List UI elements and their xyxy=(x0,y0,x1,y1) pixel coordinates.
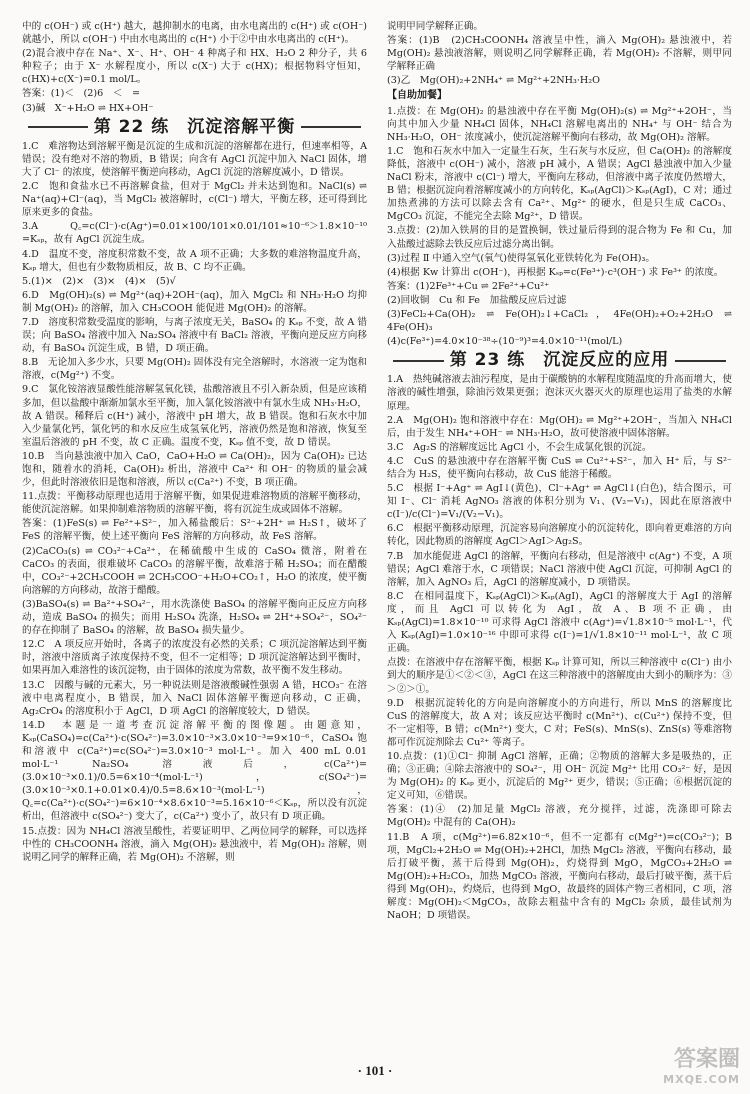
addon-item: (3)过程 Ⅱ 中通入空气(氧气)使得氢氧化亚铁转化为 Fe(OH)₃。 xyxy=(387,252,655,264)
s23-item: 7.B 加水能促进 AgCl 的溶解，平衡向右移动，但是溶液中 c(Ag⁺) 不变，A 项错误；AgCl 难溶于水，C 项错误；NaCl 溶液中使 AgCl 沉淀，可抑制 AgCl 的溶解，加入 AgNO₃ 后，AgCl 的溶解度减小，D 项错误。 xyxy=(387,550,732,588)
s22-item: 6.D Mg(OH)₂(s) ⇌ Mg²⁺(aq)+2OH⁻(aq)，加入 MgCl₂ 和 NH₃·H₂O 均抑制 Mg(OH)₂ 的溶解，加入 CH₃COOH 能促进 Mg(OH)₂ 的溶解。 xyxy=(22,289,367,314)
s23-item: 11.B A 项，c(Mg²⁺)=6.82×10⁻⁶，但不一定都有 c(Mg²⁺)=c(CO₃²⁻)；B 项，MgCl₂+2H₂O ⇌ Mg(OH)₂+2HCl，加热 MgCl₂ 溶液，平衡向右移动，最后打破平衡，蒸干后得到 Mg(OH)₂，灼烧得到 MgO，MgCO₃+2H₂O ⇌ Mg(OH)₂+H₂CO₃，加热 MgCO₃ 溶液，平衡向右移动，最后打破平衡，蒸干后得到 Mg(OH)₂，灼烧后，也得到 MgO，故最终的固体产物三者相同，C 项，溶解度：Mg(OH)₂＜MgCO₃，故除去粗盐中含有的 MgCl₂ 杂质，最佳试剂为 NaOH；D 项错误。 xyxy=(387,831,732,922)
page-number: · 101 · xyxy=(357,1063,393,1078)
s22-item: 12.C A 项反应开始时，各离子的浓度没有必然的关系；C 项沉淀溶解达到平衡时，溶液中溶质离子浓度保持不变，但不一定相等；D 项沉淀溶解达到平衡时，如果再加入难溶性的该沉淀物，由于固体的浓度为常数，故平衡不发生移动。 xyxy=(22,639,367,677)
s23-item: 答案：(1)④ (2)加足量 MgCl₂ 溶液，充分搅拌，过滤，洗涤即可除去 Mg(OH)₂ 中混有的 Ca(OH)₂ xyxy=(387,804,732,829)
s22-item: (3)BaSO₄(s) ⇌ Ba²⁺+SO₄²⁻，用水洗涤使 BaSO₄ 的溶解平衡向正反应方向移动，造成 BaSO₄ 的损失；而用 H₂SO₄ 洗涤，H₂SO₄ ⇌ 2H⁺+SO₄²⁻，SO₄²⁻ 的存在抑制了 BaSO₄ 的溶解，故 BaSO₄ 损失量少。 xyxy=(22,598,367,637)
s22-item: 10.B 当向悬浊液中加入 CaO，CaO+H₂O ⇌ Ca(OH)₂，因为 Ca(OH)₂ 已达饱和，随着水的消耗，Ca(OH)₂ 析出，溶液中 Ca²⁺ 和 OH⁻ 的物质的量会减少，但此时溶液依旧是饱和溶液，所以 c(Ca²⁺) 不变，B 项正确。 xyxy=(22,450,367,489)
s23-item: 5.C 根据 I⁻+Ag⁺ ⇌ AgI↓(黄色)，Cl⁻+Ag⁺ ⇌ AgCl↓(白色)，结合图示，可知 I⁻、Cl⁻ 消耗 AgNO₃ 溶液的体积分别为 V₁、(V₂−V₁)，因此在原溶液中 c(I⁻)/c(Cl⁻)=V₁/(V₂−V₁)。 xyxy=(387,483,732,521)
s23-item: 9.D 根据沉淀转化的方向是向溶解度小的方向进行，所以 MnS 的溶解度比 CuS 的溶解度大，故 A 对；该反应达平衡时 c(Mn²⁺)、c(Cu²⁺) 保持不变，但不一定相等，B 错；c(Mn²⁺) 变大，C 对；FeS(s)、MnS(s)、ZnS(s) 等难溶物都可作沉淀剂除去 Cu²⁺ 等离子。 xyxy=(387,697,732,748)
section-22-title: 第 22 练 沉淀溶解平衡 xyxy=(93,116,296,137)
section-22-header xyxy=(22,116,367,137)
s22-item: 5.(1)× (2)× (3)× (4)× (5)√ xyxy=(22,275,176,287)
s22-item: 8.B 无论加入多少水，只要 Mg(OH)₂ 固体没有完全溶解时，水溶液一定为饱和溶液，c(Mg²⁺) 不变。 xyxy=(22,357,367,382)
right-intro-equation: (3)乙 Mg(OH)₂+2NH₄⁺ ⇌ Mg²⁺+2NH₃·H₂O xyxy=(387,75,601,87)
left-intro-2: (2)混合液中存在 Na⁺、X⁻、H⁺、OH⁻ 4 种离子和 HX、H₂O 2 种分子，共 6 种粒子；由于 X⁻ 水解程度小，所以 c(X⁻) 大于 c(HX)；根据物料守恒知，c(HX)+c(X⁻)=0.1 mol/L。 xyxy=(22,48,367,86)
s22-item: 答案：(1)FeS(s) ⇌ Fe²⁺+S²⁻，加入稀盐酸后：S²⁻+2H⁺ ⇌ H₂S↑，破坏了 FeS 的溶解平衡，使上述平衡向 FeS 溶解的方向移动，故 FeS 溶解。 xyxy=(22,518,367,543)
right-intro-1: 说明甲同学解释正确。 xyxy=(387,21,483,32)
s23-item: 6.C 根据平衡移动原理，沉淀容易向溶解度小的沉淀转化，即向着更难溶的方向转化，因此物质的溶解度 AgCl＞AgI＞Ag₂S。 xyxy=(387,523,732,548)
s22-item: 1.C 难溶物达到溶解平衡是沉淀的生成和沉淀的溶解都在进行，但速率相等，A 错误；没有绝对不溶的物质，B 错误；向含有 AgCl 沉淀中加入 NaCl 固体，增大了 Cl⁻ 的浓度，使溶解平衡逆向移动，AgCl 沉淀的溶解度减小，D 错误。 xyxy=(22,140,367,178)
right-column xyxy=(387,20,732,923)
s22-item: 3.A Q꜀=c(Cl⁻)·c(Ag⁺)=0.01×100/101×0.01/101≈10⁻⁶＞1.8×10⁻¹⁰ =Kₛₚ，故有 AgCl 沉淀生成。 xyxy=(22,221,367,246)
watermark-logo-text: 答案圈 xyxy=(673,1047,740,1072)
header-rule-right xyxy=(675,360,726,362)
s22-item: 2.C 饱和食盐水已不再溶解食盐，但对于 MgCl₂ 并未达到饱和。NaCl(s) ⇌ Na⁺(aq)+Cl⁻(aq)，当 MgCl₂ 被溶解时，c(Cl⁻) 增大，平衡左移，还可得到比原来更多的食盐。 xyxy=(22,181,367,219)
right-intro-answer: 答案：(1)B (2)CH₃COONH₄ 溶液呈中性，滴入 Mg(OH)₂ 悬浊液中，若 Mg(OH)₂ 悬浊液溶解，则说明乙同学解释正确，若 Mg(OH)₂ 不溶解，则甲同学解释正确 xyxy=(387,35,732,73)
s23-item: 2.A Mg(OH)₂ 饱和溶液中存在：Mg(OH)₂ ⇌ Mg²⁺+2OH⁻，当加入 NH₄Cl 后，由于发生 NH₄⁺+OH⁻ ⇌ NH₃·H₂O，故可使溶液中固体溶解。 xyxy=(387,414,732,439)
s22-item: 11.点拨：平衡移动原理也适用于溶解平衡，如果促进难溶物质的溶解平衡移动，能使沉淀溶解。如果抑制难溶物质的溶解平衡，将有沉淀生成或固体不溶解。 xyxy=(22,491,367,516)
document-page xyxy=(22,20,732,1060)
s23-item: 8.C 在相同温度下，Kₛₚ(AgCl)＞Kₛₚ(AgI)，AgCl 的溶解度大于 AgI 的溶解度，而且 AgCl 可以转化为 AgI，故 A、B 项不正确，由 Kₛₚ(AgCl)=1.8×10⁻¹⁰ 可求得 AgCl 溶液中 c(Ag⁺)=√1.8×10⁻⁵ mol·L⁻¹，代入 Kₛₚ(AgI)=1.0×10⁻¹⁶ 中即可求得 c(I⁻)=1/√1.8×10⁻¹¹ mol·L⁻¹，故 C 项正确。 xyxy=(387,590,732,655)
addon-item: (4)根据 Kw 计算出 c(OH⁻)，再根据 Kₛₚ=c(Fe³⁺)·c³(OH⁻) 求 Fe³⁺ 的浓度。 xyxy=(387,266,724,278)
site-watermark xyxy=(620,1042,740,1088)
left-intro-answer: 答案：(1)＜ (2)6 ＜ = xyxy=(22,88,141,100)
addon-item: (4)c(Fe³⁺)=4.0×10⁻³⁸÷(10⁻⁹)³=4.0×10⁻¹¹(mol/L) xyxy=(387,336,623,348)
s22-item: 9.C 氯化铵溶液显酸性能溶解氢氧化镁，盐酸溶液且不引入新杂质，但是应该稍多加，但以盐酸中渐渐加氯水至平衡，加入氯化铵溶液中有氯水生成 NH₃·H₂O，故 A 错误。稀释后 c(H⁺) 减小，溶液中 pH 增大，故 B 错误。饱和石灰水中加入少量氯化钙，氯化钙的和水反应生成氢氧化钙，溶液仍然是饱和溶液，恢复至室温后溶液的 pH 不变，故 C 正确。温度不变，Kₛₚ 值不变，故 D 错误。 xyxy=(22,384,367,448)
header-rule-left xyxy=(28,126,88,128)
s22-item: 7.D 溶度积常数受温度的影响，与离子浓度无关，BaSO₄ 的 Kₛₚ 不变，故 A 错误；向 BaSO₄ 溶液中加入 Na₂SO₄ 溶液中有 BaCl₂ 溶液，平衡向逆反应方向移动，有 BaSO₄ 沉淀生成，B 错，D 项正确。 xyxy=(22,316,367,355)
s22-item: (2)CaCO₃(s) ⇌ CO₃²⁻+Ca²⁺，在稀硫酸中生成的 CaSO₄ 微溶，附着在 CaCO₃ 的表面，很难破坏 CaCO₃ 的溶解平衡，故难溶于稀 H₂SO₄；而在醋酸中，CO₃²⁻+2CH₃COOH ⇌ 2CH₃COO⁻+H₂O+CO₂↑，H₂O 的浓度，使平衡向溶解的方向移动，故溶于醋酸。 xyxy=(22,545,367,596)
header-rule-right xyxy=(301,126,361,128)
s22-item: 4.D 温度不变，溶度积常数不变，故 A 项不正确；大多数的难溶物温度升高，Kₛₚ 增大，但也有少数物质相反，故 B、C 均不正确。 xyxy=(22,248,367,273)
s23-item: 点拨：在溶液中存在溶解平衡，根据 Kₛₚ 计算可知，所以三种溶液中 c(Cl⁻) 由小到大的顺序是①＜②＜③，AgCl 在这三种溶液中的溶解度由大到小的顺序为：③＞②＞①。 xyxy=(387,657,732,695)
s22-item: 13.C 因酸与碱的元素大，另一种说法则是溶液酸碱性强弱 A 错，HCO₃⁻ 在溶液中电离程度小，B 错误，加入 NaCl 固体溶解平衡逆向移动，C 正确，Ag₂CrO₄ 的溶度积小于 AgCl，D 项 AgCl 的溶解度较大，D 错误。 xyxy=(22,679,367,717)
s23-item: 3.C Ag₂S 的溶解度远比 AgCl 小，不会生成氯化银的沉淀。 xyxy=(387,441,652,453)
left-intro-equation: (3)碱 X⁻+H₂O ⇌ HX+OH⁻ xyxy=(22,102,154,114)
addon-item: 1.点拨：在 Mg(OH)₂ 的悬浊液中存在平衡 Mg(OH)₂(s) ⇌ Mg²⁺+2OH⁻，当向其中加入少量 NH₄Cl 固体，NH₄Cl 溶解电离出的 NH₄⁺ 与 OH⁻ 结合为 NH₃·H₂O，OH⁻ 浓度减小，使沉淀溶解平衡向右移动，故 Mg(OH)₂ 溶解。 xyxy=(387,105,732,143)
addon-item: (2)回收铜 Cu 和 Fe 加盐酸反应后过滤 xyxy=(387,294,567,306)
section-23-header xyxy=(387,350,732,371)
addon-item: 3.点拨：(2)加入铁屑的目的是置换铜，铁过量后得到的混合物为 Fe 和 Cu，加入盐酸过滤除去铁反应后过滤分离出铜。 xyxy=(387,225,732,250)
s23-item: 4.C CuS 的悬浊液中存在溶解平衡 CuS ⇌ Cu²⁺+S²⁻，加入 H⁺ 后，与 S²⁻ 结合为 H₂S，使平衡向右移动，故 CuS 能溶于稀酸。 xyxy=(387,455,732,480)
left-column xyxy=(22,20,367,865)
addon-title: 【自助加餐】 xyxy=(387,90,447,102)
s23-item: 10.点拨：(1)①Cl⁻ 抑制 AgCl 溶解，正确；②物质的溶解大多是吸热的，正确；③正确；④除去溶液中的 SO₄²⁻，用 OH⁻ 沉淀 Mg²⁺ 比用 CO₃²⁻ 好，是因为 Mg(OH)₂ 的 Kₛₚ 更小，沉淀后的 Mg²⁺ 更少，错误；⑤正确；⑥根据沉淀的定义可知，⑥错误。 xyxy=(387,750,732,802)
s22-item: 14.D 本题是一道考查沉淀溶解平衡的图像题。由题意知，Kₛₚ(CaSO₄)=c(Ca²⁺)·c(SO₄²⁻)=3.0×10⁻³×3.0×10⁻³=9×10⁻⁶，CaSO₄ 饱和溶液中 c(Ca²⁺)=c(SO₄²⁻)=3.0×10⁻³ mol·L⁻¹。加入 400 mL 0.01 mol·L⁻¹ Na₂SO₄ 溶液后，c(Ca²⁺)=(3.0×10⁻³×0.1)/0.5=6×10⁻⁴(mol·L⁻¹)，c(SO₄²⁻)=(3.0×10⁻³×0.1+0.01×0.4)/0.5=8.6×10⁻³(mol·L⁻¹)，Q꜀=c(Ca²⁺)·c(SO₄²⁻)=6×10⁻⁴×8.6×10⁻³=5.16×10⁻⁶＜Kₛₚ，所以没有沉淀析出，但溶液中 c(SO₄²⁻) 变大了，c(Ca²⁺) 变小了，故只有 D 项正确。 xyxy=(22,719,367,823)
s23-item: 1.A 热纯碱溶液去油污程度，是由于碳酸钠的水解程度随温度的升高而增大，使溶液的碱性增强，除油污效果更强；泡沫灭火器灭火的原理也运用了盐类的水解原理。 xyxy=(387,374,732,412)
header-rule-left xyxy=(393,360,444,362)
addon-item: 答案：(1)2Fe³⁺+Cu ⇌ 2Fe²⁺+Cu²⁺ xyxy=(387,280,550,292)
s22-item: 15.点拨：因为 NH₄Cl 溶液呈酸性，若要证明甲、乙两位同学的解释，可以选择中性的 CH₃COONH₄ 溶液，滴入 Mg(OH)₂ 悬浊液中，若 Mg(OH)₂ 溶解，则说明乙同学的解释正确，若 Mg(OH)₂ 不溶解，则 xyxy=(22,825,367,863)
addon-item: 1.C 饱和石灰水中加入一定量生石灰，生石灰与水反应，但 Ca(OH)₂ 的溶解度降低，溶液中 c(OH⁻) 减小，溶液 pH 减小，A 错误；AgCl 悬浊液中加入少量 NaCl 粉末，溶液中 c(Cl⁻) 增大，平衡向左移动，但溶液中离子浓度仍然增大，B 错；根据沉淀向着溶解度减小的方向转化，Kₛₚ(AgCl)＞Kₛₚ(AgI)，C 对；通过加热煮沸的方法可以除去含有 Ca²⁺、Mg²⁺ 的硬水，但是只生成 CaCO₃、MgCO₃ 沉淀，不能完全去除 Mg²⁺，D 错误。 xyxy=(387,145,732,223)
addon-item: (3)FeCl₂+Ca(OH)₂ ⇌ Fe(OH)₂↓+CaCl₂，4Fe(OH)₂+O₂+2H₂O ⇌ 4Fe(OH)₃ xyxy=(387,308,732,334)
left-intro-1: 中的 c(OH⁻) 或 c(H⁺) 越大，越抑制水的电离，由水电离出的 c(H⁺) 或 c(OH⁻) 就越小，所以 c(OH⁻) 中由水电离出的 c(H⁺) 小于②中由水电离出的 c(H⁺)。 xyxy=(22,21,367,46)
watermark-url: MXQE.COM xyxy=(663,1073,740,1086)
section-23-title: 第 23 练 沉淀反应的应用 xyxy=(449,350,670,371)
